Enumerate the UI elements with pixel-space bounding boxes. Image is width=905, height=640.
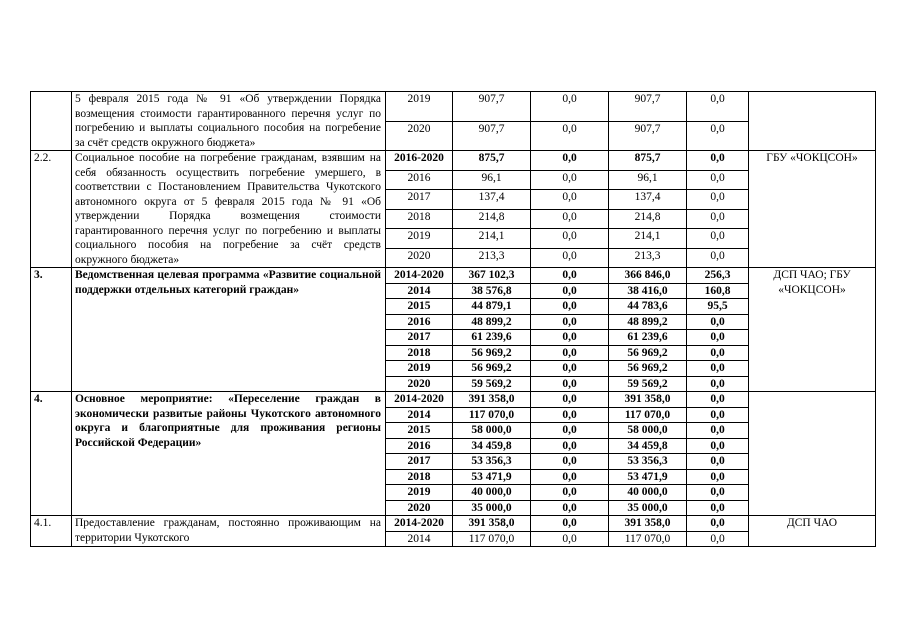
regional-cell: 366 846,0	[609, 268, 687, 284]
regional-cell: 58 000,0	[609, 423, 687, 439]
year-cell: 2018	[386, 345, 453, 361]
item-name-cell: Предоставление гражданам, постоянно проживающим на территории Чукотского	[72, 516, 386, 547]
other-cell: 0,0	[687, 248, 749, 268]
federal-cell: 0,0	[531, 330, 609, 346]
total-cell: 61 239,6	[453, 330, 531, 346]
item-number-cell: 4.1.	[31, 516, 72, 547]
regional-cell: 117 070,0	[609, 407, 687, 423]
regional-cell: 96,1	[609, 170, 687, 190]
year-cell: 2015	[386, 299, 453, 315]
regional-cell: 137,4	[609, 190, 687, 210]
regional-cell: 59 569,2	[609, 376, 687, 392]
year-cell: 2014	[386, 283, 453, 299]
federal-cell: 0,0	[531, 283, 609, 299]
federal-cell: 0,0	[531, 170, 609, 190]
item-name-cell: Основное мероприятие: «Переселение граждан в экономически развитые районы Чукотского автономного округа и благоприятные для проживания регионы Российской Федерации»	[72, 392, 386, 516]
other-cell: 0,0	[687, 423, 749, 439]
regional-cell: 44 783,6	[609, 299, 687, 315]
other-cell: 0,0	[687, 361, 749, 377]
other-cell: 0,0	[687, 454, 749, 470]
federal-cell: 0,0	[531, 516, 609, 532]
item-name-cell: Ведомственная целевая программа «Развитие социальной поддержки отдельных категорий граждан»	[72, 268, 386, 392]
item-number-cell	[31, 92, 72, 151]
regional-cell: 907,7	[609, 92, 687, 122]
federal-cell: 0,0	[531, 407, 609, 423]
executor-cell: ДСП ЧАО; ГБУ «ЧОКЦСОН»	[749, 268, 876, 392]
federal-cell: 0,0	[531, 314, 609, 330]
executor-cell: ДСП ЧАО	[749, 516, 876, 547]
regional-cell: 213,3	[609, 248, 687, 268]
year-cell: 2019	[386, 361, 453, 377]
total-cell: 367 102,3	[453, 268, 531, 284]
year-cell: 2016	[386, 314, 453, 330]
total-cell: 56 969,2	[453, 345, 531, 361]
year-cell: 2014-2020	[386, 392, 453, 408]
other-cell: 0,0	[687, 500, 749, 516]
total-cell: 44 879,1	[453, 299, 531, 315]
federal-cell: 0,0	[531, 376, 609, 392]
item-number-cell: 3.	[31, 268, 72, 392]
table-row	[31, 392, 876, 408]
total-cell: 117 070,0	[453, 407, 531, 423]
year-cell: 2016	[386, 170, 453, 190]
year-cell: 2016	[386, 438, 453, 454]
total-cell: 907,7	[453, 92, 531, 122]
regional-cell: 53 471,9	[609, 469, 687, 485]
year-cell: 2017	[386, 454, 453, 470]
federal-cell: 0,0	[531, 151, 609, 171]
other-cell: 0,0	[687, 469, 749, 485]
year-cell: 2020	[386, 376, 453, 392]
federal-cell: 0,0	[531, 500, 609, 516]
regional-cell: 117 070,0	[609, 531, 687, 547]
federal-cell: 0,0	[531, 229, 609, 249]
federal-cell: 0,0	[531, 121, 609, 151]
total-cell: 875,7	[453, 151, 531, 171]
year-cell: 2019	[386, 229, 453, 249]
total-cell: 391 358,0	[453, 516, 531, 532]
year-cell: 2017	[386, 330, 453, 346]
year-cell: 2019	[386, 92, 453, 122]
executor-cell	[749, 392, 876, 516]
total-cell: 53 471,9	[453, 469, 531, 485]
year-cell: 2020	[386, 248, 453, 268]
federal-cell: 0,0	[531, 469, 609, 485]
other-cell: 0,0	[687, 170, 749, 190]
year-cell: 2017	[386, 190, 453, 210]
total-cell: 56 969,2	[453, 361, 531, 377]
federal-cell: 0,0	[531, 423, 609, 439]
federal-cell: 0,0	[531, 485, 609, 501]
item-name-cell: 5 февраля 2015 года № 91 «Об утверждении Порядка возмещения стоимости гарантированного перечня услуг по погребению и выплаты социального пособия на погребение за счёт средств окружного бюджета»	[72, 92, 386, 151]
federal-cell: 0,0	[531, 190, 609, 210]
total-cell: 213,3	[453, 248, 531, 268]
total-cell: 391 358,0	[453, 392, 531, 408]
federal-cell: 0,0	[531, 392, 609, 408]
total-cell: 214,8	[453, 209, 531, 229]
other-cell: 0,0	[687, 92, 749, 122]
table-body	[31, 92, 876, 547]
federal-cell: 0,0	[531, 345, 609, 361]
other-cell: 0,0	[687, 229, 749, 249]
other-cell: 256,3	[687, 268, 749, 284]
other-cell: 0,0	[687, 407, 749, 423]
other-cell: 0,0	[687, 531, 749, 547]
other-cell: 0,0	[687, 345, 749, 361]
other-cell: 0,0	[687, 516, 749, 532]
other-cell: 0,0	[687, 151, 749, 171]
federal-cell: 0,0	[531, 92, 609, 122]
regional-cell: 214,1	[609, 229, 687, 249]
regional-cell: 56 969,2	[609, 361, 687, 377]
other-cell: 0,0	[687, 438, 749, 454]
year-cell: 2014-2020	[386, 516, 453, 532]
total-cell: 96,1	[453, 170, 531, 190]
regional-cell: 214,8	[609, 209, 687, 229]
regional-cell: 391 358,0	[609, 516, 687, 532]
item-number-cell: 4.	[31, 392, 72, 516]
budget-table	[30, 91, 876, 547]
total-cell: 53 356,3	[453, 454, 531, 470]
year-cell: 2014-2020	[386, 268, 453, 284]
year-cell: 2018	[386, 469, 453, 485]
other-cell: 0,0	[687, 330, 749, 346]
federal-cell: 0,0	[531, 531, 609, 547]
federal-cell: 0,0	[531, 438, 609, 454]
executor-cell	[749, 92, 876, 151]
table-row	[31, 92, 876, 122]
year-cell: 2014	[386, 531, 453, 547]
table-row	[31, 268, 876, 284]
regional-cell: 48 899,2	[609, 314, 687, 330]
other-cell: 0,0	[687, 314, 749, 330]
regional-cell: 35 000,0	[609, 500, 687, 516]
year-cell: 2015	[386, 423, 453, 439]
total-cell: 137,4	[453, 190, 531, 210]
regional-cell: 907,7	[609, 121, 687, 151]
total-cell: 35 000,0	[453, 500, 531, 516]
regional-cell: 61 239,6	[609, 330, 687, 346]
total-cell: 117 070,0	[453, 531, 531, 547]
total-cell: 214,1	[453, 229, 531, 249]
other-cell: 0,0	[687, 376, 749, 392]
other-cell: 160,8	[687, 283, 749, 299]
regional-cell: 34 459,8	[609, 438, 687, 454]
year-cell: 2020	[386, 121, 453, 151]
total-cell: 907,7	[453, 121, 531, 151]
item-number-cell: 2.2.	[31, 151, 72, 268]
regional-cell: 391 358,0	[609, 392, 687, 408]
regional-cell: 40 000,0	[609, 485, 687, 501]
other-cell: 95,5	[687, 299, 749, 315]
regional-cell: 53 356,3	[609, 454, 687, 470]
regional-cell: 38 416,0	[609, 283, 687, 299]
other-cell: 0,0	[687, 190, 749, 210]
regional-cell: 875,7	[609, 151, 687, 171]
year-cell: 2019	[386, 485, 453, 501]
other-cell: 0,0	[687, 485, 749, 501]
total-cell: 59 569,2	[453, 376, 531, 392]
federal-cell: 0,0	[531, 268, 609, 284]
total-cell: 58 000,0	[453, 423, 531, 439]
table-row	[31, 516, 876, 532]
year-cell: 2016-2020	[386, 151, 453, 171]
other-cell: 0,0	[687, 209, 749, 229]
total-cell: 38 576,8	[453, 283, 531, 299]
year-cell: 2020	[386, 500, 453, 516]
regional-cell: 56 969,2	[609, 345, 687, 361]
total-cell: 48 899,2	[453, 314, 531, 330]
item-name-cell: Социальное пособие на погребение гражданам, взявшим на себя обязанность осуществить погребение умершего, в соответствии с Постановлением Правительства Чукотского автономного округа от 5 февраля 2015 года № 91 «Об утверждении Порядка возмещения стоимости гарантированного перечня услуг по погребению и выплаты социального пособия на погребение за счёт средств окружного бюджета»	[72, 151, 386, 268]
other-cell: 0,0	[687, 392, 749, 408]
federal-cell: 0,0	[531, 248, 609, 268]
table-row	[31, 151, 876, 171]
other-cell: 0,0	[687, 121, 749, 151]
year-cell: 2014	[386, 407, 453, 423]
federal-cell: 0,0	[531, 361, 609, 377]
total-cell: 34 459,8	[453, 438, 531, 454]
federal-cell: 0,0	[531, 299, 609, 315]
executor-cell: ГБУ «ЧОКЦСОН»	[749, 151, 876, 268]
federal-cell: 0,0	[531, 209, 609, 229]
federal-cell: 0,0	[531, 454, 609, 470]
total-cell: 40 000,0	[453, 485, 531, 501]
year-cell: 2018	[386, 209, 453, 229]
